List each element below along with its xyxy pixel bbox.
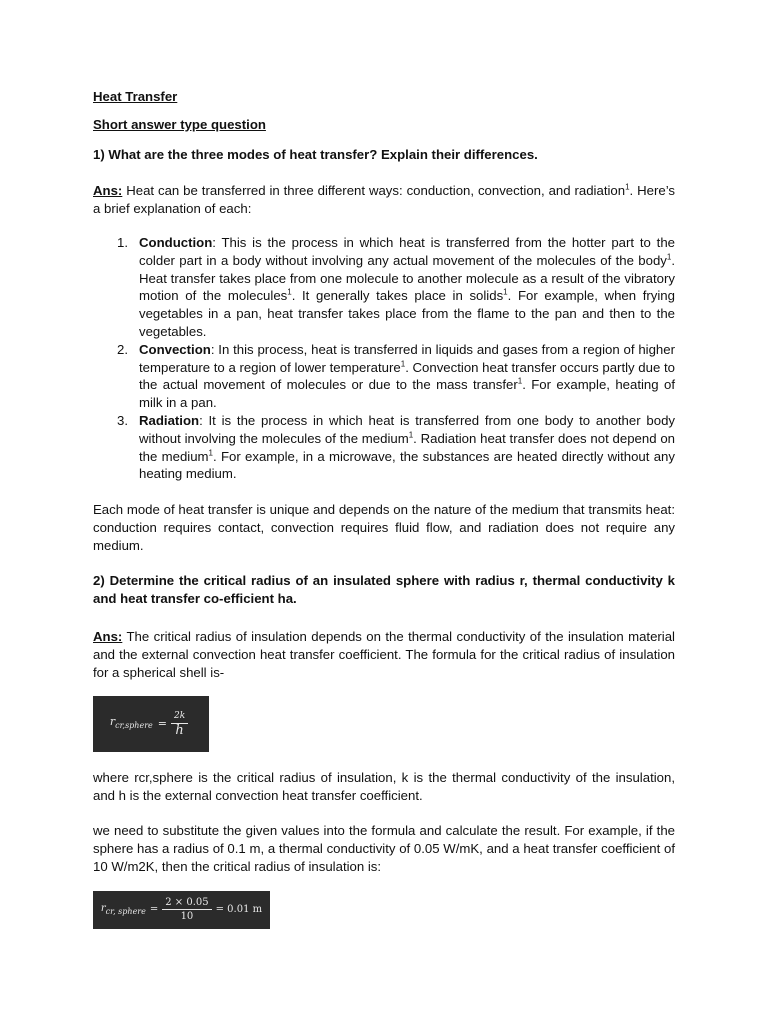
answer-label: Ans: [93,629,123,644]
mode-text: : This is the process in which heat is transferred from the hotter part to the colder part in a body without involving any actual movement of the molecules of the body [139,235,675,268]
answer-2-text [93,628,675,681]
formula-calculation [93,891,270,929]
citation: 1 [408,430,414,440]
answer-1-summary: Each mode of heat transfer is unique and depends on the nature of the medium that transmits heat: conduction requires contact, convection requires fluid flow, and radiation does not require any medium. [93,502,675,553]
formula-denominator: h [175,723,184,738]
formula-fraction [171,710,188,738]
list-number: 1. [117,235,128,250]
formula-lhs: $r_{cr, sphere}$ [100,902,146,916]
answer-2-body: The critical radius of insulation depends on the thermal conductivity of the insulation material and the external convection heat transfer coefficient. The formula for the critical radius of insulation for a spherical shell is- [93,629,675,680]
citation: 1 [503,288,508,297]
formula-fraction [162,896,211,924]
document-subtitle: Short answer type question [93,117,266,132]
citation: 1 [625,182,630,192]
mode-text: . Convection heat transfer occurs partly due to the actual movement of molecules or due to the mass transfer [139,359,675,393]
example-text: we need to substitute the given values into the formula and calculate the result. For example, if the sphere has a radius of 0.1 m, a thermal conductivity of 0.05 W/mK, and a heat transfer coefficient of 10 W/m2K, then the critical radius of insulation is: [93,823,675,874]
mode-text: : In this process, heat is transferred in liquids and gases from a region of higher temperature to a region of lower temperature [139,341,675,375]
mode-text: . Radiation heat transfer does not depend on the medium [139,430,675,464]
formula-lhs: $r_{cr,sphere}$ [109,715,153,731]
modes-list [93,234,675,483]
mode-term: Conduction [139,235,213,250]
formula-equals: = [157,717,167,731]
mode-text: . Heat transfer takes place from one molecule to another molecule as a result of the vibratory motion of the molecules [139,252,675,304]
answer-intro-text: Heat can be transferred in three different ways: conduction, convection, and radiation [122,183,626,198]
formula-result: = 0.01 m [215,904,263,916]
list-item-convection [93,341,675,412]
list-number: 2. [117,341,128,357]
mode-text: . It generally takes place in solids [291,288,504,304]
document-title: Heat Transfer [93,89,178,104]
formula-critical-radius [93,696,209,752]
citation: 1 [287,288,292,297]
list-item-conduction [93,234,675,341]
formula-denominator: 10 [180,911,194,922]
mode-text: . For example, in a microwave, the substances are heated directly without any heating medium. [139,448,675,482]
mode-term: Radiation [139,412,200,428]
list-number: 3. [117,412,128,428]
list-item-radiation [93,412,675,483]
formula-numerator: 2k [171,710,188,724]
answer-1-intro [93,182,675,218]
question-2: 2) Determine the critical radius of an insulated sphere with radius r, thermal conductivity k and heat transfer co-efficient ha. [93,573,675,606]
question-1: 1) What are the three modes of heat transfer? Explain their differences. [93,147,538,162]
answer-intro-text: . Here’s a brief explanation of each: [93,183,675,216]
citation: 1 [666,252,672,262]
formula-explanation: where rcr,sphere is the critical radius of insulation, k is the thermal conductivity of the insulation, and h is the external convection heat transfer coefficient. [93,770,675,803]
mode-text: . For example, heating of milk in a pan. [139,377,676,411]
citation: 1 [517,376,523,386]
mode-text: . For example, when frying vegetables in a pan, heat transfer takes place from the flame to the pan and then to the vegetables. [139,288,675,339]
citation: 1 [208,448,213,458]
mode-text: : It is the process in which heat is transferred from one body to another body without involving the molecules of the medium [139,412,675,446]
citation: 1 [400,359,406,369]
formula-equals: = [149,904,159,916]
answer-label: Ans: [93,183,123,198]
mode-term: Convection [139,341,211,357]
formula-numerator: 2 × 0.05 [162,896,211,910]
